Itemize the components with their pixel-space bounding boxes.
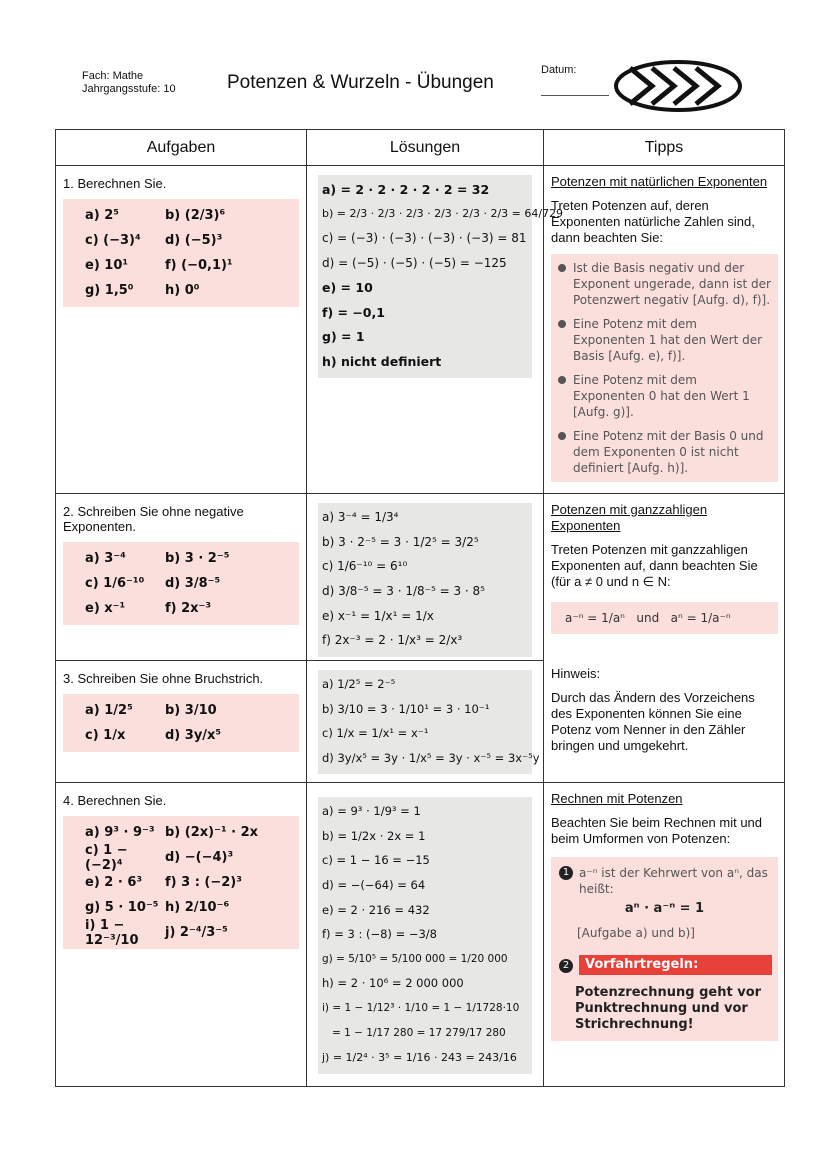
task-item: e) 10¹ (85, 258, 129, 273)
solution-line: e) = 2 · 216 = 432 (322, 902, 430, 917)
solution-line: j) = 1/2⁴ · 3⁵ = 1/16 · 243 = 243/16 (322, 1050, 517, 1064)
solution-line: a) = 9³ · 1/9³ = 1 (322, 804, 421, 819)
solution-line: d) = (−5) · (−5) · (−5) = −125 (322, 256, 507, 271)
solution-line: e) x⁻¹ = 1/x¹ = 1/x (322, 608, 434, 623)
task-prompt-2: 2. Schreiben Sie ohne negative Exponenten. (63, 504, 244, 534)
task-item: e) x⁻¹ (85, 601, 126, 616)
solution-line: a) = 2 · 2 · 2 · 2 · 2 = 32 (322, 181, 490, 197)
task-item: g) 1,5⁰ (85, 283, 134, 298)
task-item: f) 2x⁻³ (165, 601, 212, 616)
tip-box-1 (551, 254, 778, 482)
task-item: i) 1 − 12⁻³/10 (85, 917, 139, 948)
solution-line: b) 3/10 = 3 · 1/10¹ = 3 · 10⁻¹ (322, 701, 490, 716)
task-prompt-1: 1. Berechnen Sie. (63, 176, 167, 191)
number-one-icon: 1 (559, 866, 573, 880)
tip-formula-box-2 (551, 602, 778, 634)
task-item: d) 3/8⁻⁵ (165, 576, 221, 591)
tip-formula: aⁿ · a⁻ⁿ = 1 (624, 901, 705, 916)
task-item: h) 0⁰ (165, 283, 200, 298)
task-prompt-3: 3. Schreiben Sie ohne Bruchstrich. (63, 671, 264, 686)
task-item: a) 2⁵ (85, 208, 119, 223)
solution-line: b) 3 · 2⁻⁵ = 3 · 1/2⁵ = 3/2⁵ (322, 534, 479, 549)
bullet-icon (558, 432, 566, 440)
col-header-aufgaben: Aufgaben (56, 130, 307, 166)
tip-item: Eine Potenz mit dem Exponenten 0 hat den Wert 1 [Aufg. g)]. (573, 373, 750, 419)
task-item: b) (2/3)⁶ (165, 208, 226, 223)
subject-label: Fach: Mathe (82, 70, 144, 82)
solution-box-4 (318, 797, 532, 1074)
tip-cell-2 (544, 494, 785, 783)
bullet-icon (558, 320, 566, 328)
tip-rule-text: Potenzrechnung geht vor Punktrechnung und vor Strichrechnung! (575, 985, 762, 1032)
solution-line: g) = 5/10⁵ = 5/100 000 = 1/20 000 (322, 952, 508, 965)
solution-line: d) 3y/x⁵ = 3y · 1/x⁵ = 3y · x⁻⁵ = 3x⁻⁵y (322, 751, 540, 766)
solution-line: h) = 2 · 10⁶ = 2 000 000 (322, 976, 464, 991)
tip-cell-1 (544, 166, 785, 494)
tip-reference: [Aufgabe a) und b)] (577, 926, 695, 940)
school-logo-icon (612, 58, 744, 114)
task-item: c) 1/x (85, 728, 126, 743)
tip-item: a⁻ⁿ ist der Kehrwert von aⁿ, das heißt: (579, 866, 768, 896)
solution-line: = 1 − 1/17 280 = 17 279/17 280 (332, 1026, 506, 1039)
header-left (82, 70, 176, 96)
solution-line: b) = 1/2x · 2x = 1 (322, 828, 426, 843)
task-item: b) 3/10 (165, 703, 217, 718)
solution-line: a) 3⁻⁴ = 1/3⁴ (322, 510, 399, 525)
task-box-3 (63, 694, 299, 752)
task-item: a) 1/2⁵ (85, 703, 133, 718)
tip-heading-2: Potenzen mit ganzzahligen Exponenten (551, 502, 708, 533)
solution-line: d) 3/8⁻⁵ = 3 · 1/8⁻⁵ = 3 · 8⁵ (322, 584, 485, 599)
task-item: f) (−0,1)¹ (165, 258, 233, 273)
tip-intro-2: Treten Potenzen mit ganzzahligen Exponenten auf, dann beachten Sie (für a ≠ 0 und n ∈ N: (551, 542, 758, 589)
solution-line: i) = 1 − 1/12³ · 1/10 = 1 − 1/1728·10 (322, 1002, 520, 1015)
solution-line: c) 1/6⁻¹⁰ = 6¹⁰ (322, 559, 408, 574)
task-item: f) 3 : (−2)³ (165, 875, 242, 890)
tip-cell-4 (544, 783, 785, 1087)
tip-item: Ist die Basis negativ und der Exponent ungerade, dann ist der Potenzwert negativ [Aufg. d), f)]. (573, 261, 771, 307)
solution-box-3 (318, 670, 540, 774)
tip-box-4 (551, 857, 778, 1041)
tip-formula: a⁻ⁿ = 1/aⁿ und aⁿ = 1/a⁻ⁿ (565, 611, 731, 625)
solution-line: f) = −0,1 (322, 304, 385, 320)
task-box-2 (63, 542, 299, 625)
task-cell-1 (56, 166, 307, 494)
task-box-4 (63, 816, 299, 949)
tip-item: Eine Potenz mit dem Exponenten 1 hat den Wert der Basis [Aufg. e), f)]. (573, 317, 763, 363)
solution-line: h) nicht definiert (322, 353, 442, 369)
solution-cell-3 (307, 661, 544, 783)
solution-line: a) 1/2⁵ = 2⁻⁵ (322, 677, 396, 692)
solution-line: c) = (−3) · (−3) · (−3) · (−3) = 81 (322, 231, 527, 246)
task-item: b) (2x)⁻¹ · 2x (165, 825, 259, 840)
date-label: Datum: (541, 64, 577, 76)
solution-cell-1 (307, 166, 564, 494)
grade-label: Jahrgangsstufe: 10 (82, 83, 176, 95)
task-cell-3 (56, 661, 307, 783)
task-item: c) 1/6⁻¹⁰ (85, 576, 145, 591)
task-cell-2 (56, 494, 307, 661)
date-line (541, 95, 609, 96)
solution-line: b) = 2/3 · 2/3 · 2/3 · 2/3 · 2/3 · 2/3 = 64/729 (322, 207, 564, 221)
task-box-1 (63, 199, 299, 307)
col-header-loesungen: Lösungen (307, 130, 544, 166)
tip-heading-3: Hinweis: (551, 666, 601, 681)
solution-cell-4 (307, 783, 544, 1087)
task-cell-4 (56, 783, 307, 1087)
solution-line: f) 2x⁻³ = 2 · 1/x³ = 2/x³ (322, 633, 463, 648)
tip-rule-label: Vorfahrtregeln: (579, 955, 772, 975)
task-item: e) 2 · 6³ (85, 875, 143, 890)
solution-line: d) = −(−64) = 64 (322, 878, 426, 893)
task-item: d) 3y/x⁵ (165, 728, 222, 743)
bullet-icon (558, 376, 566, 384)
solution-line: e) = 10 (322, 280, 373, 296)
exercise-table (55, 129, 785, 1087)
solution-cell-2 (307, 494, 544, 661)
tip-heading-1: Potenzen mit natürlichen Exponenten (551, 174, 768, 189)
number-two-icon: 2 (559, 959, 573, 973)
solution-line: f) = 3 : (−8) = −3/8 (322, 927, 437, 942)
bullet-icon (558, 264, 566, 272)
task-item: c) (−3)⁴ (85, 233, 141, 248)
page-title: Potenzen & Wurzeln - Übungen (227, 72, 494, 93)
task-item: b) 3 · 2⁻⁵ (165, 551, 230, 566)
task-item: a) 3⁻⁴ (85, 551, 126, 566)
tip-heading-4: Rechnen mit Potenzen (551, 791, 683, 806)
solution-line: g) = 1 (322, 329, 365, 345)
task-prompt-4: 4. Berechnen Sie. (63, 793, 167, 808)
col-header-tipps: Tipps (544, 130, 785, 166)
task-item: c) 1 − (−2)⁴ (85, 842, 128, 873)
solution-line: c) = 1 − 16 = −15 (322, 853, 430, 868)
tip-text-3: Durch das Ändern des Vorzeichens des Exponenten können Sie eine Potenz vom Nenner in den Zähler bringen und umgekehrt. (551, 690, 755, 753)
tip-intro-1: Treten Potenzen auf, deren Exponenten natürliche Zahlen sind, dann beachten Sie: (551, 198, 755, 245)
solution-box-2 (318, 503, 532, 657)
task-item: g) 5 · 10⁻⁵ (85, 900, 159, 915)
task-item: d) (−5)³ (165, 233, 223, 248)
solution-line: c) 1/x = 1/x¹ = x⁻¹ (322, 726, 429, 741)
task-item: j) 2⁻⁴/3⁻⁵ (165, 925, 228, 940)
task-item: h) 2/10⁻⁶ (165, 900, 230, 915)
tip-intro-4: Beachten Sie beim Rechnen mit und beim Umformen von Potenzen: (551, 815, 763, 846)
solution-box-1 (318, 175, 564, 378)
tip-item: Eine Potenz mit der Basis 0 und dem Exponenten 0 ist nicht definiert [Aufg. h)]. (573, 429, 764, 475)
task-item: a) 9³ · 9⁻³ (85, 825, 155, 840)
task-item: d) −(−4)³ (165, 850, 234, 865)
